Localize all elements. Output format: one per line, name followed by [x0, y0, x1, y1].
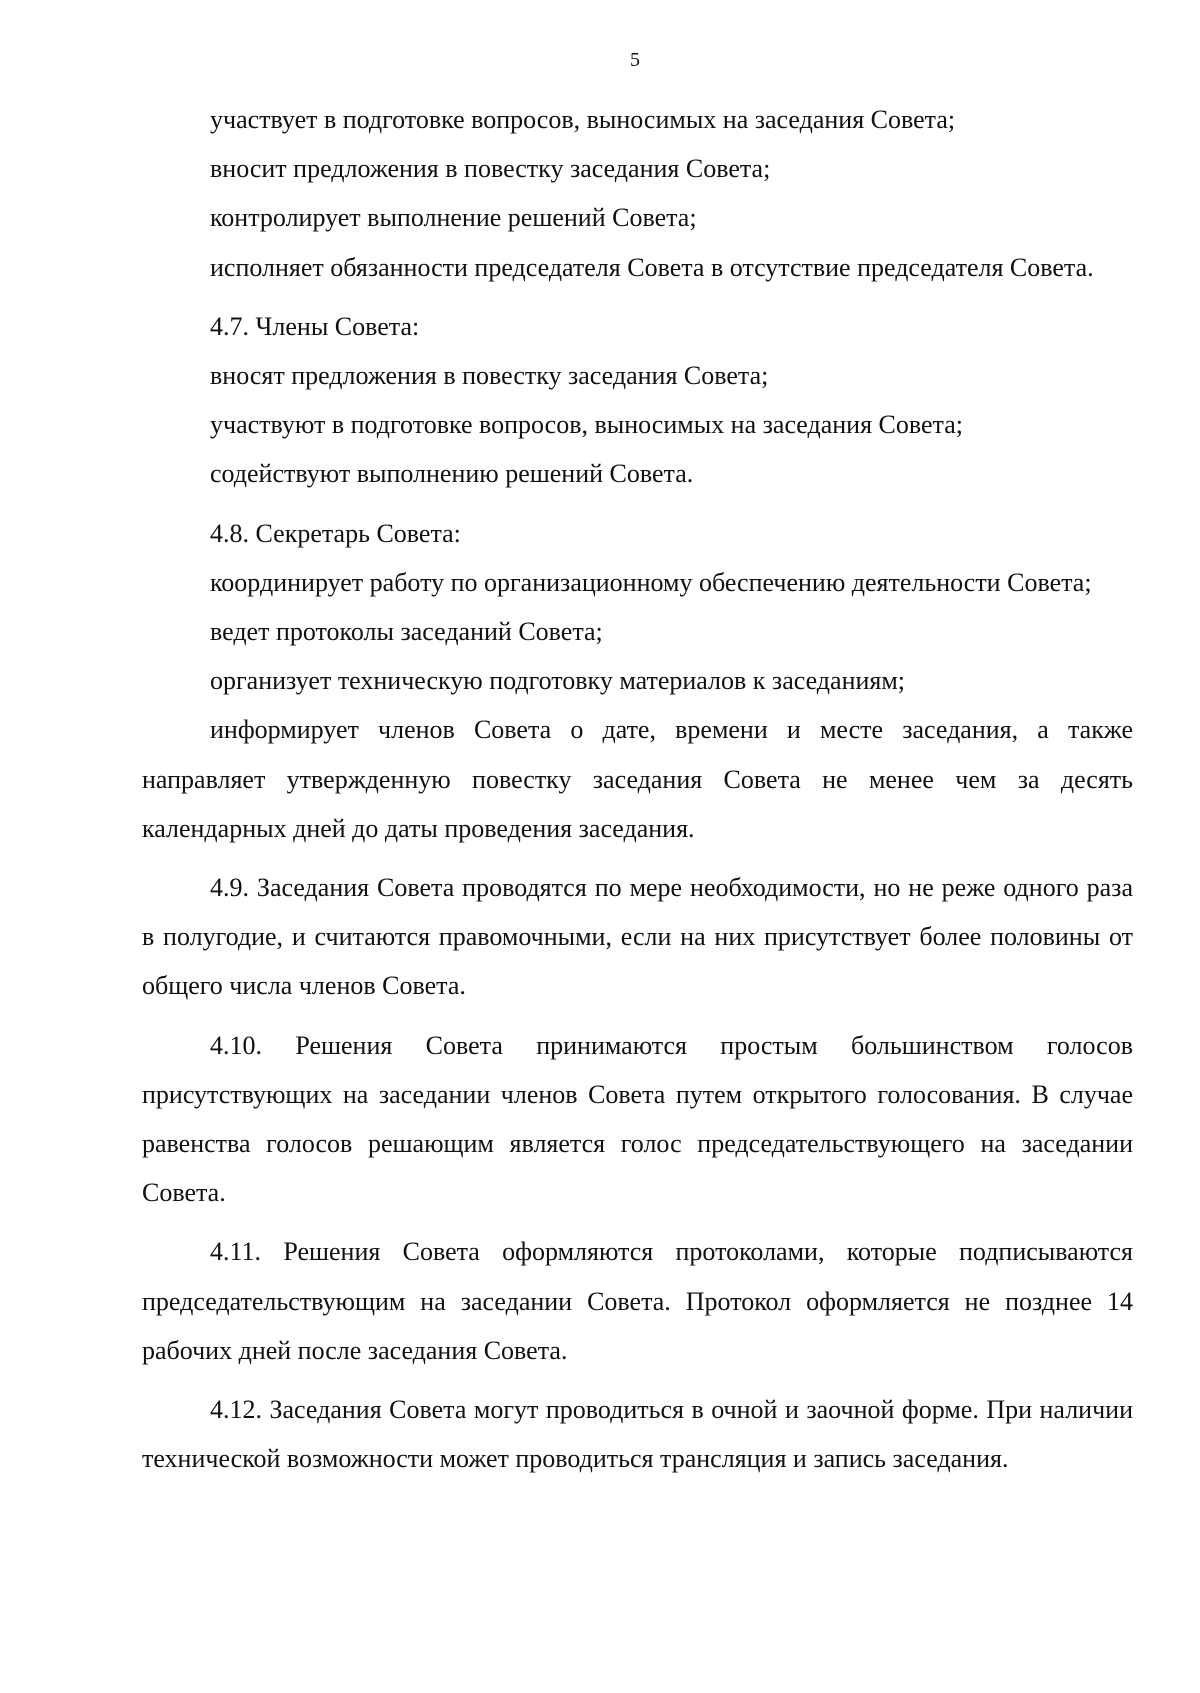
- paragraph-secretary-coordinates: координирует работу по организационному обеспечению деятельности Совета;: [210, 567, 1092, 597]
- paragraph-chair-deputy-acts: исполняет обязанности председателя Совета в отсутствие председателя Совета.: [210, 252, 1094, 282]
- paragraph-secretary-informs: информирует членов Совета о дате, времени и месте заседания, а также направляет утвержденную повестку заседания Совета не менее чем за десять календарных дней до даты проведения заседания.: [142, 715, 1133, 843]
- paragraph-secretary-minutes: ведет протоколы заседаний Совета;: [210, 617, 603, 647]
- paragraph-members-assist: содействуют выполнению решений Совета.: [210, 459, 694, 489]
- paragraph-chair-deputy-controls: контролирует выполнение решений Совета;: [210, 203, 697, 233]
- section-4-10: 4.10. Решения Совета принимаются простым большинством голосов присутствующих на заседании членов Совета путем открытого голосования. В случае равенства голосов решающим является голос председательствующего на заседании Совета.: [142, 1030, 1133, 1208]
- section-4-11: 4.11. Решения Совета оформляются протоколами, которые подписываются председательствующим на заседании Совета. Протокол оформляется не позднее 14 рабочих дней после заседания Совета.: [142, 1237, 1133, 1365]
- section-heading-4-7: 4.7. Члены Совета:: [210, 311, 420, 341]
- paragraph-chair-deputy-agenda: вносит предложения в повестку заседания Совета;: [210, 154, 771, 184]
- document-body: [142, 95, 1133, 1483]
- paragraph-secretary-materials: организует техническую подготовку материалов к заседаниям;: [210, 666, 906, 696]
- section-4-12: 4.12. Заседания Совета могут проводиться в очной и заочной форме. При наличии технической возможности может проводиться трансляция и запись заседания.: [142, 1395, 1133, 1474]
- paragraph-chair-deputy-prepares: участвует в подготовке вопросов, выносимых на заседания Совета;: [210, 105, 956, 134]
- paragraph-members-prepare: участвуют в подготовке вопросов, выносимых на заседания Совета;: [210, 410, 963, 440]
- section-heading-4-8: 4.8. Секретарь Совета:: [210, 518, 461, 548]
- paragraph-members-agenda: вносят предложения в повестку заседания Совета;: [210, 361, 769, 391]
- section-4-9: 4.9. Заседания Совета проводятся по мере необходимости, но не реже одного раза в полугодие, и считаются правомочными, если на них присутствует более половины от общего числа членов Совета.: [142, 873, 1133, 1001]
- page-number: 5: [630, 49, 640, 71]
